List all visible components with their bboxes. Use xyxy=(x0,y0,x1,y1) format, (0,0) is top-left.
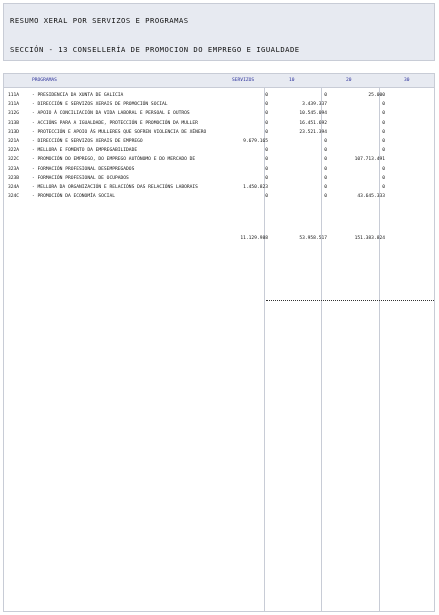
row-value-30: 0 xyxy=(382,129,385,135)
row-code: 324A xyxy=(8,185,20,190)
row-description: - DIRECCIÓN E SERVIZOS XERAIS DE EMPREGO xyxy=(32,139,143,144)
row-value-20: 0 xyxy=(324,175,327,181)
row-value-10: 0 xyxy=(265,129,268,135)
table-row xyxy=(4,156,434,165)
row-value-30: 0 xyxy=(382,120,385,126)
row-code: 323B xyxy=(8,175,20,181)
report-title: RESUMO XERAL POR SERVIZOS E PROGRAMAS xyxy=(10,16,189,25)
row-value-30: 0 xyxy=(382,102,385,108)
row-description: - DIRECCIÓN E SERVIZOS XERAIS DE PROMOCIÓN SOCIAL xyxy=(32,102,168,108)
table-row xyxy=(4,138,434,147)
row-value-10: 0 xyxy=(265,148,268,154)
row-description: - ACCIÓNS PARA A IGUALDADE, PROTECCIÓN E PROMOCIÓN DA MULLER xyxy=(32,120,198,126)
row-value-20: 16.451.692 xyxy=(299,120,327,126)
row-code: 321A xyxy=(8,139,20,144)
row-description: - PROTECCIÓN E APOIO ÁS MULLERES QUE SOFREN VIOLENCIA DE XÉNERO xyxy=(32,129,207,135)
row-description: - FORMACIÓN PROFESIONAL DESEMPREGADOS xyxy=(32,166,135,172)
total-col-20: 53.958.517 xyxy=(299,236,327,241)
header-col-20: 20 xyxy=(346,78,352,83)
row-description: - MELLORA E FOMENTO DA EMPREGABILIDADE xyxy=(32,148,138,154)
row-value-20: 0 xyxy=(324,93,327,98)
row-code: 111A xyxy=(8,93,20,98)
row-value-30: 107.713.491 xyxy=(354,157,385,163)
table-row xyxy=(4,184,434,193)
row-code: 323A xyxy=(8,166,20,172)
row-value-30: 0 xyxy=(382,139,385,144)
table-row xyxy=(4,101,434,110)
row-value-10: 0 xyxy=(265,166,268,172)
row-value-10: 0 xyxy=(265,157,268,163)
total-col-10: 11.129.988 xyxy=(240,236,268,241)
row-value-20: 23.521.394 xyxy=(299,129,327,135)
row-value-20: 0 xyxy=(324,139,327,144)
table-row xyxy=(4,175,434,184)
header-servizos: SERVIZOS xyxy=(232,78,255,83)
header-col-10: 10 xyxy=(289,78,295,83)
table-row xyxy=(4,120,434,129)
row-value-10: 0 xyxy=(265,120,268,126)
row-value-30: 0 xyxy=(382,185,385,190)
row-value-10: 1.450.823 xyxy=(243,185,268,190)
row-value-10: 0 xyxy=(265,194,268,200)
row-value-30: 43.645.333 xyxy=(357,194,385,200)
totals-divider xyxy=(266,300,434,301)
row-description: - PROMOCIÓN DA ECONOMÍA SOCIAL xyxy=(32,194,115,200)
table-row xyxy=(4,193,434,202)
section-subtitle: SECCIÓN - 13 CONSELLERÍA DE PROMOCION DO EMPREGO E IGUALDADE xyxy=(10,45,300,54)
row-value-10: 0 xyxy=(265,111,268,117)
row-code: 322A xyxy=(8,148,20,154)
row-description: - FORMACIÓN PROFESIONAL DE OCUPADOS xyxy=(32,175,129,181)
row-value-20: 10.545.094 xyxy=(299,111,327,117)
row-value-30: 0 xyxy=(382,166,385,172)
row-code: 312G xyxy=(8,111,20,117)
row-value-20: 0 xyxy=(324,148,327,154)
header-programas: PROGRAMAS xyxy=(32,78,57,83)
row-value-10: 0 xyxy=(265,93,268,98)
row-value-30: 0 xyxy=(382,175,385,181)
report-header xyxy=(3,3,435,61)
summary-table xyxy=(3,73,435,612)
table-row xyxy=(4,110,434,119)
row-code: 313B xyxy=(8,120,20,126)
row-value-30: 0 xyxy=(382,148,385,154)
table-row xyxy=(4,147,434,156)
row-value-10: 0 xyxy=(265,102,268,108)
row-code: 313D xyxy=(8,129,20,135)
row-value-20: 3.439.337 xyxy=(302,102,327,108)
row-value-30: 25.000 xyxy=(368,93,385,98)
row-description: - PRESIDENCIA DA XUNTA DE GALICIA xyxy=(32,93,124,98)
row-value-20: 0 xyxy=(324,185,327,190)
row-code: 322C xyxy=(8,157,20,163)
table-row xyxy=(4,92,434,101)
row-description: - MELLORA DA ORGANIZACIÓN E RELACIÓNS DAS RELACIÓNS LABORAIS xyxy=(32,185,198,190)
row-value-30: 0 xyxy=(382,111,385,117)
table-row xyxy=(4,129,434,138)
row-value-10: 0 xyxy=(265,175,268,181)
row-description: - PROMOCIÓN DO EMPREGO, DO EMPREGO AUTÓNOMO E DO MERCADO DE xyxy=(32,157,196,163)
row-value-20: 0 xyxy=(324,157,327,163)
row-value-10: 9.679.165 xyxy=(243,139,268,144)
row-value-20: 0 xyxy=(324,166,327,172)
row-value-20: 0 xyxy=(324,194,327,200)
table-row xyxy=(4,166,434,175)
row-code: 311A xyxy=(8,102,20,108)
total-col-30: 151.383.824 xyxy=(354,236,385,241)
header-col-30: 30 xyxy=(404,78,410,83)
row-code: 324C xyxy=(8,194,20,200)
row-description: - APOIO Á CONCILIACIÓN DA VIDA LABORAL E PERSOAL E OUTROS xyxy=(32,111,190,117)
